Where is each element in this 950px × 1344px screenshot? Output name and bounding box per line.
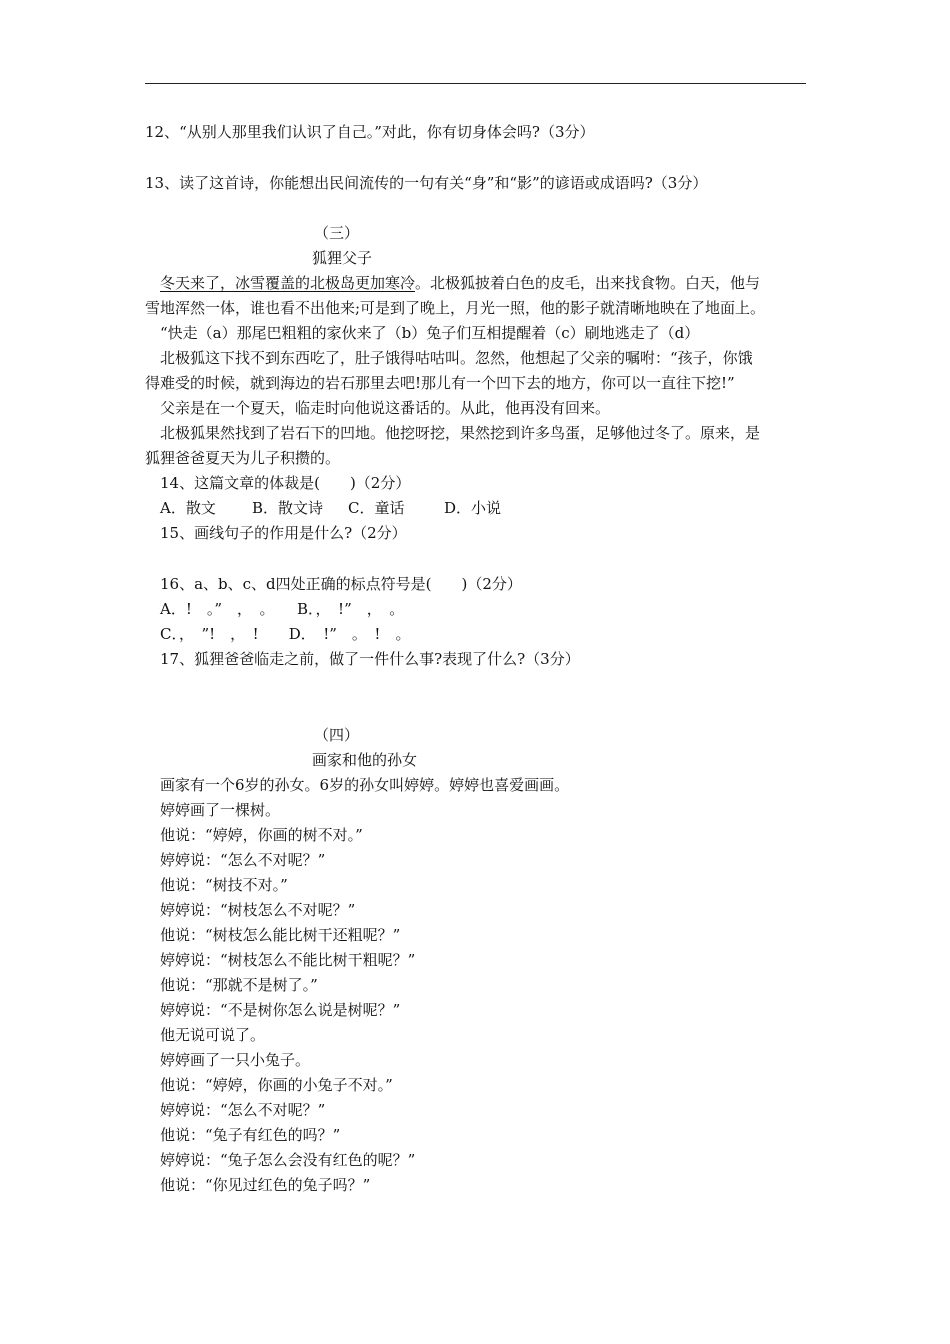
dialogue-line: 他说：“婷婷，你画的小兔子不对。” (160, 1076, 393, 1094)
question-15: 15、画线句子的作用是什么?（2分） (160, 524, 407, 542)
dialogue-line: 他说：“树技不对。” (160, 876, 288, 894)
paragraph-1-line-2: 雪地浑然一体，谁也看不出他来;可是到了晚上，月光一照，他的影子就清晰地映在了地面上。 (145, 299, 766, 317)
option-a: A．散文 (160, 499, 216, 517)
dialogue-line: 婷婷说：“兔子怎么会没有红色的呢？” (160, 1151, 416, 1169)
question-17: 17、狐狸爸爸临走之前，做了一件什么事?表现了什么?（3分） (160, 650, 580, 668)
dialogue-line: 他说：“兔子有红色的吗？” (160, 1126, 341, 1144)
dialogue-line: 婷婷说：“怎么不对呢？” (160, 851, 326, 869)
paragraph-1-rest: 。北极狐披着白色的皮毛，出来找食物。白天，他与 (415, 274, 761, 292)
question-13: 13、读了这首诗，你能想出民间流传的一句有关“身”和“影”的谚语或成语吗?（3分） (145, 174, 708, 192)
dialogue-line: 他说：“那就不是树了。” (160, 976, 318, 994)
option-c: C．童话 (348, 499, 405, 517)
section-3-title: 狐狸父子 (312, 249, 373, 267)
dialogue-line: 婷婷画了一只小兔子。 (160, 1051, 311, 1069)
section-3-heading: （三） (314, 224, 360, 242)
dialogue-line: 婷婷画了一棵树。 (160, 801, 281, 819)
question-16: 16、a、b、c、d四处正确的标点符号是( )（2分） (160, 575, 522, 593)
underlined-sentence: 冬天来了，冰雪覆盖的北极岛更加寒冷 (160, 274, 416, 292)
section-4-heading: （四） (314, 726, 360, 744)
dialogue-line: 婷婷说：“不是树你怎么说是树呢？” (160, 1001, 401, 1019)
dialogue-line: 他说：“你见过红色的兔子吗？” (160, 1176, 371, 1194)
question-14: 14、这篇文章的体裁是( )（2分） (160, 474, 411, 492)
header-rule (145, 83, 806, 84)
paragraph-3-line-1: 北极狐这下找不到东西吃了，肚子饿得咕咕叫。忽然，他想起了父亲的嘱咐：“孩子，你饿 (160, 349, 753, 367)
paragraph-5-line-1: 北极狐果然找到了岩石下的凹地。他挖呀挖，果然挖到许多鸟蛋，足够他过冬了。原来，是 (160, 424, 761, 442)
question-16-options-ab: A．! 。” ， 。 B．， !” ， 。 (160, 600, 405, 618)
paragraph-1-line-1 (160, 271, 760, 296)
section-4-title: 画家和他的孙女 (312, 751, 418, 769)
paragraph-3-line-2: 得难受的时候，就到海边的岩石那里去吧!那儿有一个凹下去的地方，你可以一直往下挖!” (145, 374, 735, 392)
dialogue-line: 画家有一个6岁的孙女。6岁的孙女叫婷婷。婷婷也喜爱画画。 (160, 776, 570, 794)
dialogue-line: 他说：“树枝怎么能比树干还粗呢？” (160, 926, 401, 944)
dialogue-line: 婷婷说：“树枝怎么不能比树干粗呢？” (160, 951, 416, 969)
option-b: B．散文诗 (252, 499, 324, 517)
paragraph-2: “快走（a）那尾巴粗粗的家伙来了（b）兔子们互相提醒着（c）刷地逃走了（d） (160, 324, 700, 342)
paragraph-4: 父亲是在一个夏天，临走时向他说这番话的。从此，他再没有回来。 (160, 399, 611, 417)
question-12: 12、“从别人那里我们认识了自己。”对此，你有切身体会吗?（3分） (145, 123, 595, 141)
option-d: D．小说 (444, 499, 502, 517)
dialogue-line: 婷婷说：“怎么不对呢？” (160, 1101, 326, 1119)
paragraph-5-line-2: 狐狸爸爸夏天为儿子积攒的。 (145, 449, 341, 467)
dialogue-line: 他无说可说了。 (160, 1026, 266, 1044)
dialogue-line: 婷婷说：“树枝怎么不对呢？” (160, 901, 356, 919)
question-14-options (160, 496, 501, 521)
question-16-options-cd: C．， ”! ， ! D． !” 。 ! 。 (160, 625, 411, 643)
dialogue-line: 他说：“婷婷，你画的树不对。” (160, 826, 363, 844)
